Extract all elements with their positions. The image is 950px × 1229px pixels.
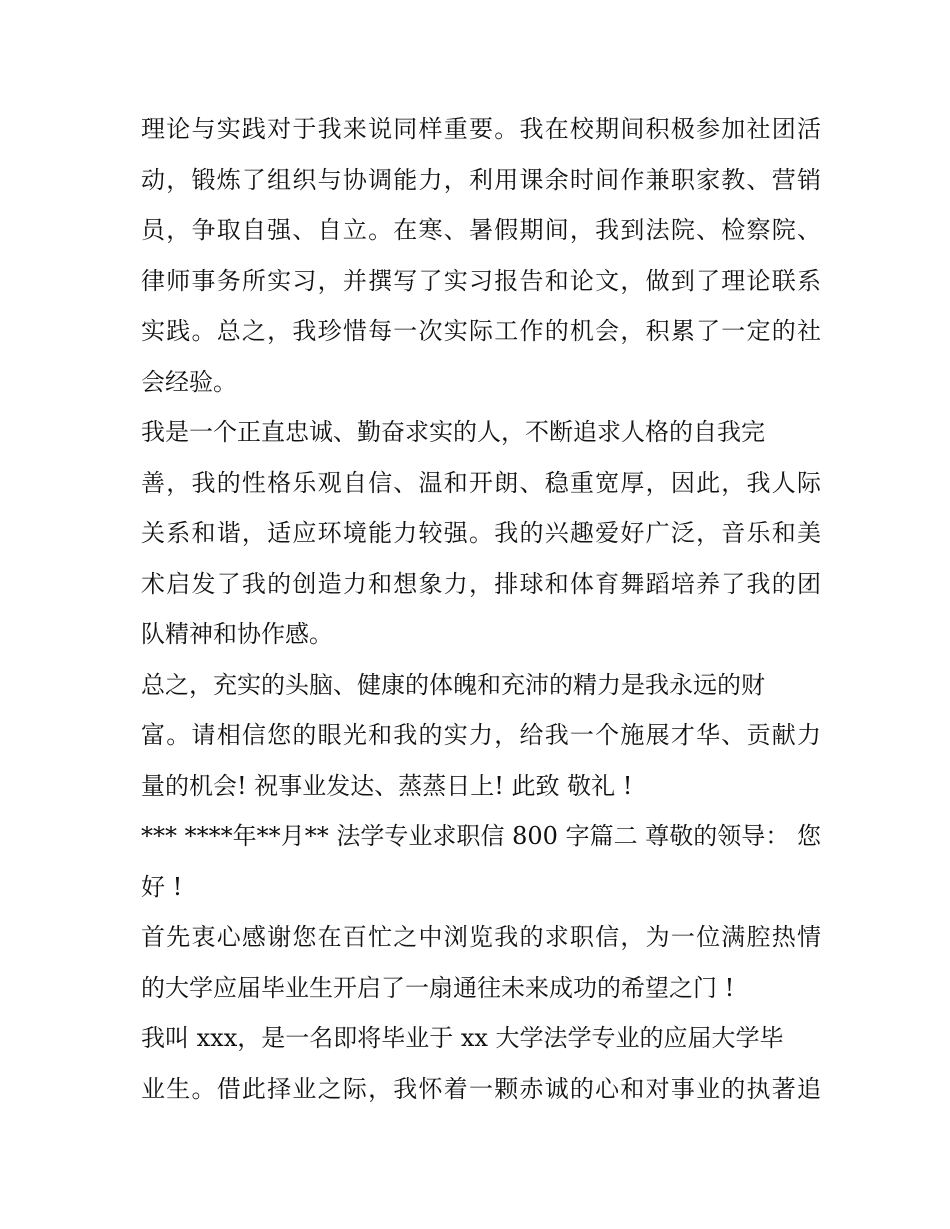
- text-line: 会经验。: [141, 368, 237, 396]
- text-line: 量的机会! 祝事业发达、蒸蒸日上! 此致 敬礼 !: [141, 772, 633, 800]
- text-line: 善，我的性格乐观自信、温和开朗、稳重宽厚，因此，我人际: [141, 469, 821, 497]
- text-line: 理论与实践对于我来说同样重要。我在校期间积极参加社团活: [141, 115, 821, 143]
- text-line: 我是一个正直忠诚、勤奋求实的人，不断追求人格的自我完: [141, 418, 765, 446]
- text-line: 总之，充实的头脑、健康的体魄和充沛的精力是我永远的财: [141, 671, 765, 699]
- text-line: 动，锻炼了组织与协调能力，利用课余时间作兼职家教、营销: [141, 166, 821, 194]
- text-line: 员，争取自强、自立。在寒、暑假期间，我到法院、检察院、: [141, 216, 821, 244]
- text-line: 业生。借此择业之际，我怀着一颗赤诚的心和对事业的执著追: [141, 1075, 821, 1103]
- text-line: 富。请相信您的眼光和我的实力，给我一个施展才华、贡献力: [141, 721, 821, 749]
- text-line: 律师事务所实习，并撰写了实习报告和论文，做到了理论联系: [141, 267, 821, 295]
- text-line: 术启发了我的创造力和想象力，排球和体育舞蹈培养了我的团: [141, 570, 821, 598]
- text-line: 首先衷心感谢您在百忙之中浏览我的求职信，为一位满腔热情: [141, 923, 821, 951]
- text-line: 关系和谐，适应环境能力较强。我的兴趣爱好广泛，音乐和美: [141, 519, 821, 547]
- text-line: 的大学应届毕业生开启了一扇通往未来成功的希望之门 !: [141, 974, 735, 1002]
- text-line: 好 !: [141, 873, 183, 901]
- text-line: 我叫 xxx，是一名即将毕业于 xx 大学法学专业的应届大学毕: [141, 1024, 784, 1052]
- text-line: *** ****年**月** 法学专业求职信 800 字篇二 尊敬的领导： 您: [141, 822, 821, 850]
- text-line: 队精神和协作感。: [141, 620, 333, 648]
- text-line: 实践。总之，我珍惜每一次实际工作的机会，积累了一定的社: [141, 317, 821, 345]
